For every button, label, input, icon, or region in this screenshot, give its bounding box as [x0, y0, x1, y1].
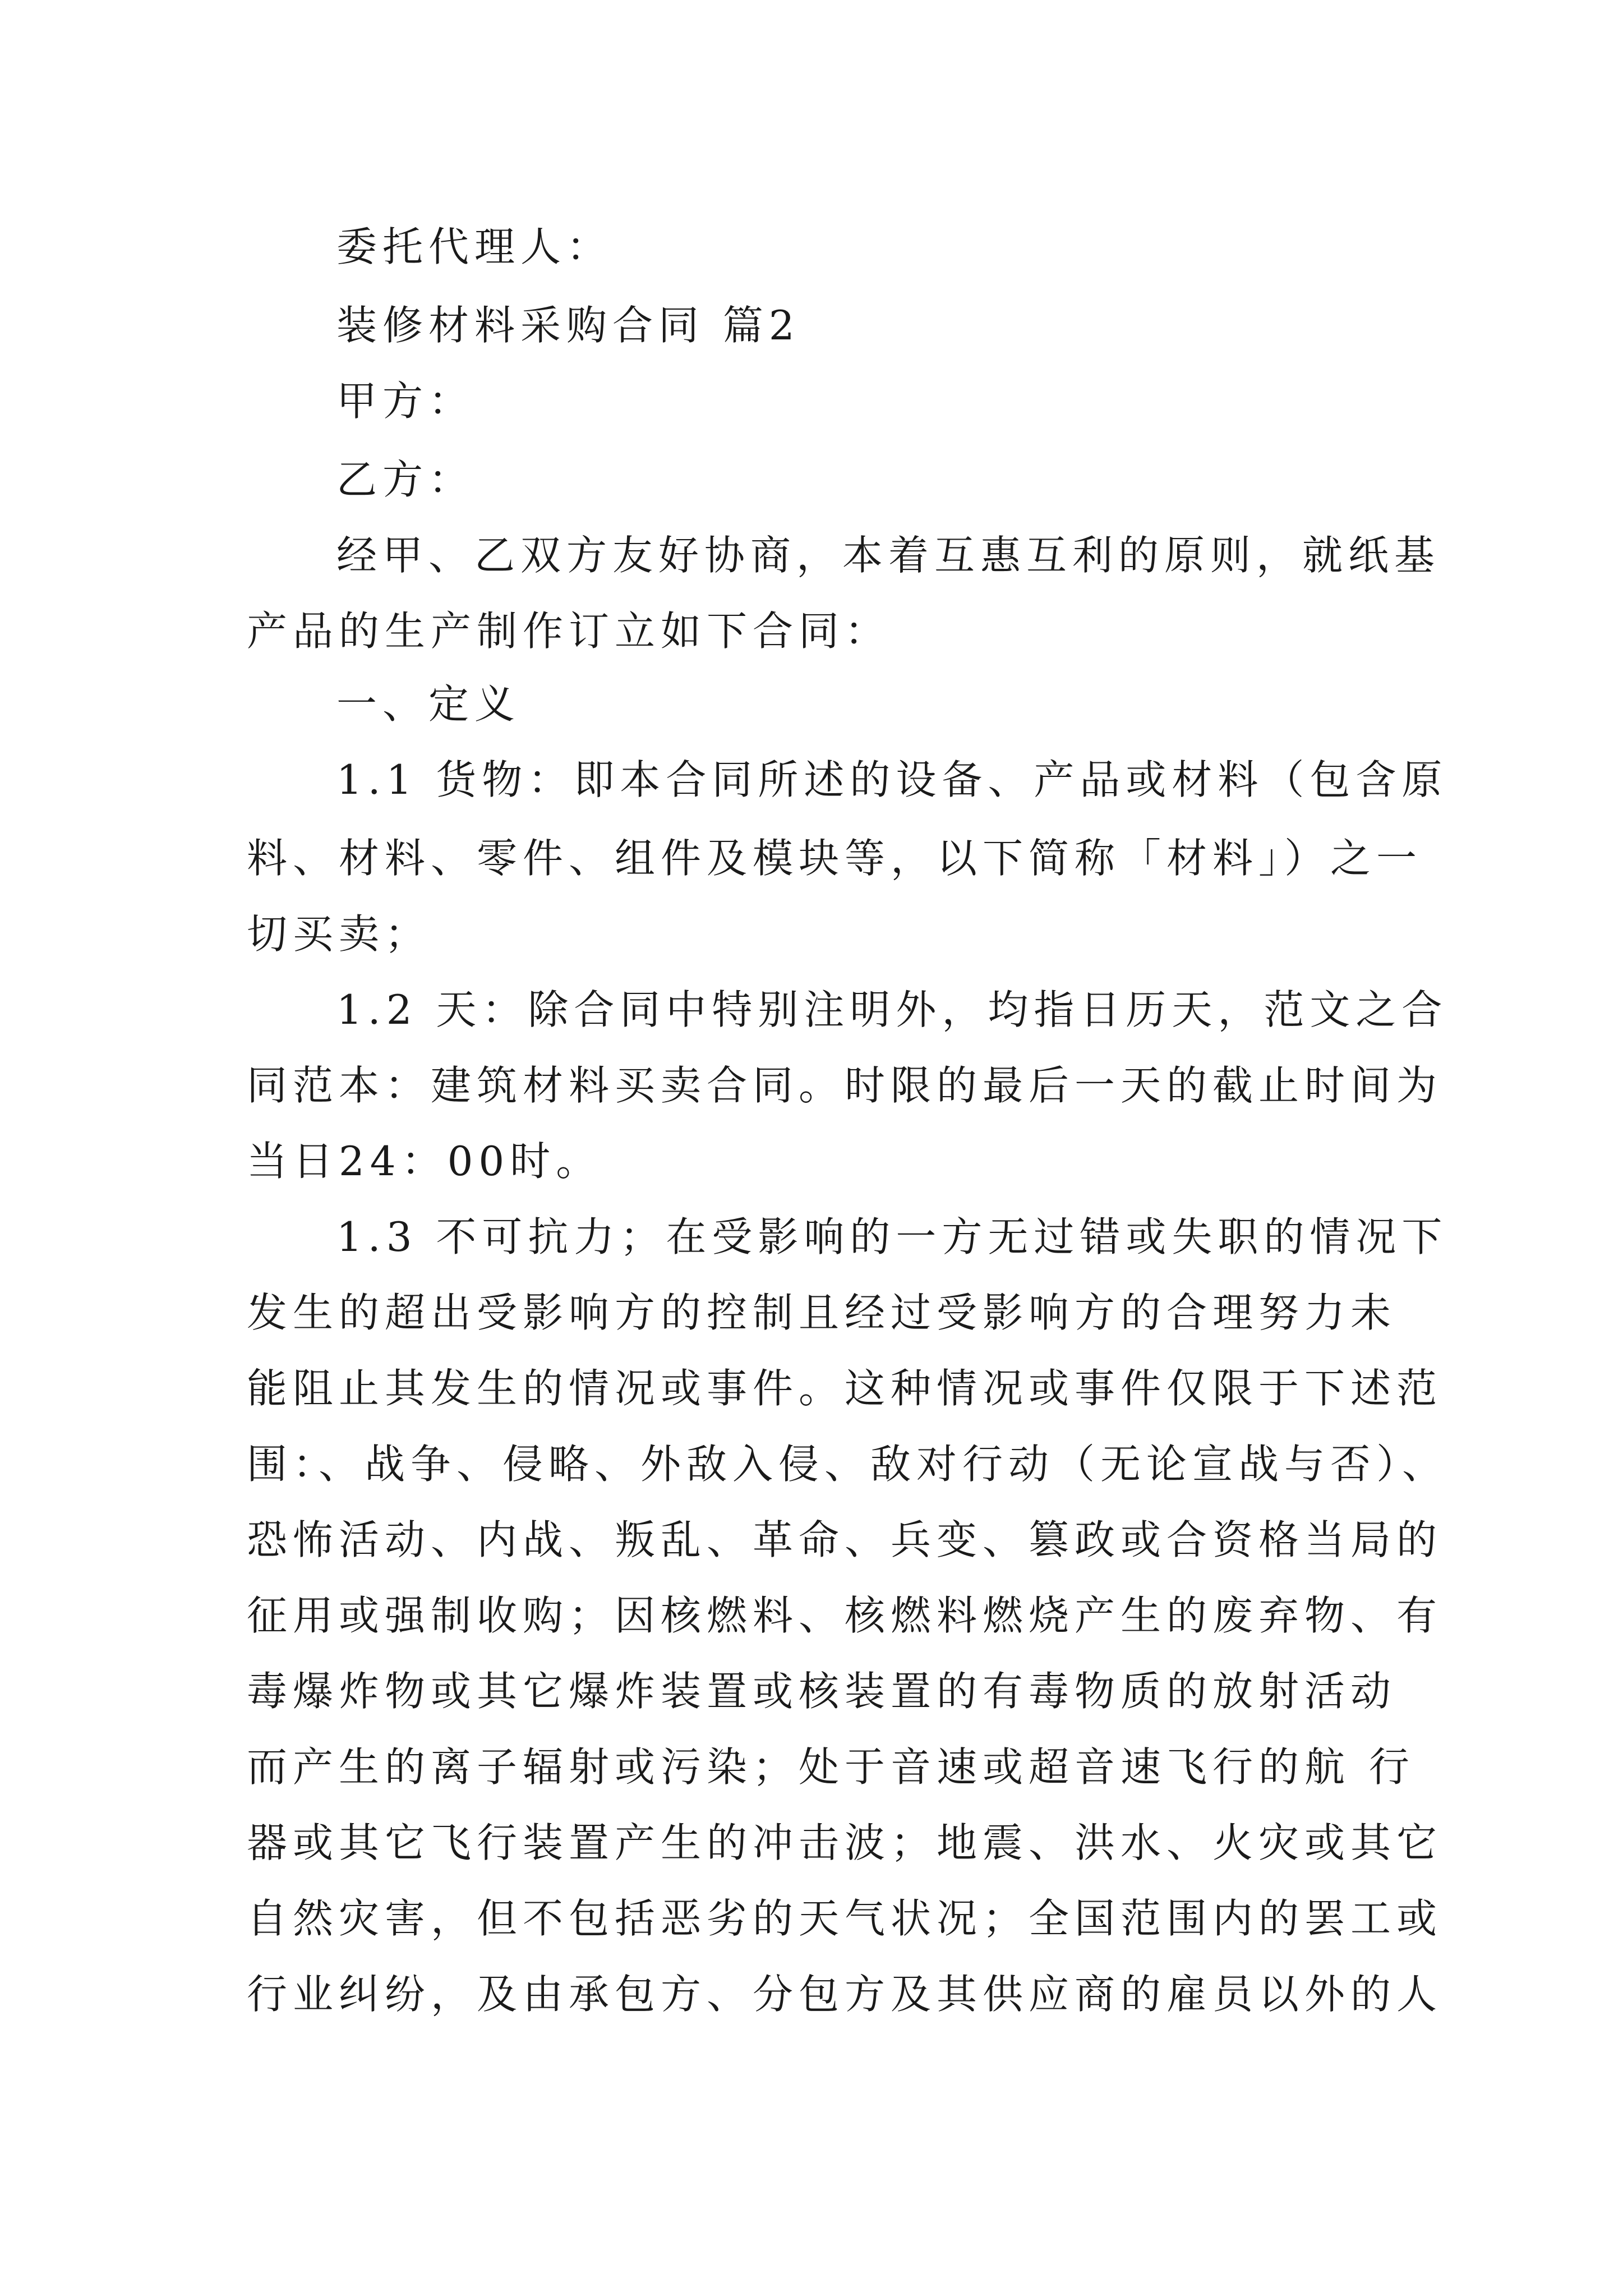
paragraph-intro-line-1: 经甲、乙双方友好协商，本着互惠互利的原则，就纸基	[336, 532, 1441, 579]
clause-1-3-line-3: 能阻止其发生的情况或事件。这种情况或事件仅限于下述范	[247, 1365, 1443, 1412]
section-heading: 装修材料采购合同 篇2	[336, 302, 800, 349]
clause-1-1-line-3: 切买卖；	[247, 910, 431, 958]
clause-1-3-line-7: 毒爆炸物或其它爆炸装置或核装置的有毒物质的放射活动	[247, 1668, 1397, 1715]
clause-1-3-line-8: 而产生的离子辐射或污染；处于音速或超音速飞行的航 行	[247, 1743, 1415, 1791]
clause-1-3-line-10: 自然灾害，但不包括恶劣的天气状况；全国范围内的罢工或	[247, 1895, 1443, 1942]
clause-heading-definitions: 一、定义	[336, 680, 521, 728]
clause-1-3-line-2: 发生的超出受影响方的控制且经过受影响方的合理努力未	[247, 1289, 1397, 1336]
clause-1-1-line-2: 料、材料、零件、组件及模块等，以下简称「材料」）之一	[247, 835, 1423, 882]
text-line-party-a: 甲方：	[336, 378, 475, 425]
clause-1-2-line-2: 同范本：建筑材料买卖合同。时限的最后一天的截止时间为	[247, 1062, 1443, 1109]
clause-1-3-line-5: 恐怖活动、内战、叛乱、革命、兵变、篡政或合资格当局的	[247, 1516, 1443, 1563]
paragraph-intro-line-2: 产品的生产制作订立如下合同：	[247, 608, 891, 655]
text-line-party-b: 乙方：	[336, 456, 475, 503]
clause-1-3-line-4: 围：、战争、侵略、外敌入侵、敌对行动（无论宣战与否）、	[247, 1441, 1449, 1488]
text-line-agent: 委托代理人：	[336, 223, 613, 270]
clause-1-3-line-11: 行业纠纷，及由承包方、分包方及其供应商的雇员以外的人	[247, 1971, 1443, 2018]
clause-1-2-line-1: 1.2 天：除合同中特别注明外，均指日历天，范文之合	[336, 986, 1448, 1033]
clause-1-3-line-1: 1.3 不可抗力；在受影响的一方无过错或失职的情况下	[336, 1213, 1448, 1260]
clause-1-3-line-9: 器或其它飞行装置产生的冲击波；地震、洪水、火灾或其它	[247, 1819, 1443, 1866]
clause-1-3-line-6: 征用或强制收购；因核燃料、核燃料燃烧产生的废弃物、有	[247, 1592, 1443, 1639]
clause-1-2-line-3: 当日24：00时。	[247, 1138, 602, 1185]
clause-1-1-line-1: 1.1 货物：即本合同所述的设备、产品或材料（包含原	[336, 756, 1448, 803]
